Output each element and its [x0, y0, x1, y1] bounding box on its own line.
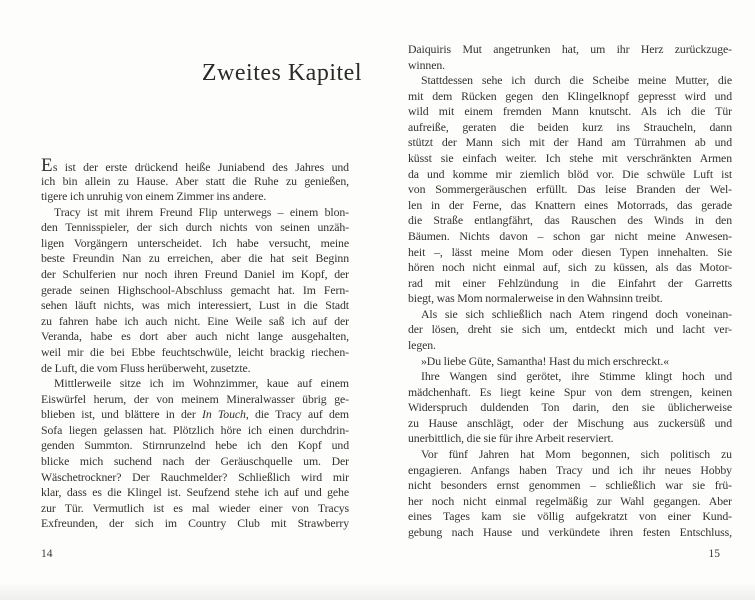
body-text-right-page	[408, 42, 732, 541]
text-line: küsst sie einfach weiter. Ich stehe mit verschränkten Armen	[408, 151, 732, 166]
text-line: Tracy ist mit ihrem Freund Flip unterwegs – einem blon-	[54, 204, 349, 219]
text-line: Stattdessen sehe ich durch die Scheibe meine Mutter, die	[421, 73, 732, 88]
text-line: len in der Ferne, das Knattern eines Motorrads, das gerade	[408, 197, 732, 212]
text-line	[41, 158, 349, 174]
text-line: engagieren. Anfangs haben Tracy und ich ihr neues Hobby	[408, 462, 732, 477]
text-line: Sofa liegen gelassen hat. Plötzlich höre ich einen durchdrin-	[41, 422, 349, 437]
text-line: her noch nicht einmal regelmäßig zur Wahl gegangen. Aber	[408, 493, 732, 508]
text-line: genden Summton. Stirnrunzelnd hebe ich den Kopf und	[41, 438, 349, 453]
text-line: Veranda, habe es dort aber auch nicht lange ausgehalten,	[41, 329, 349, 344]
text-line	[41, 407, 349, 423]
page-number-left: 14	[41, 548, 53, 560]
italic-text: In Touch	[202, 407, 246, 422]
text-line: von Sommergeräuschen erfüllt. Das leise Branden der Wel-	[408, 182, 732, 197]
text-line: Eiswürfel herum, der von meinem Mineralwasser übrig ge-	[41, 391, 349, 406]
text-line: zu fahren habe ich auch nicht. Eine Weile saß ich auf der	[41, 313, 349, 328]
text-line: legen.	[408, 337, 436, 352]
text-line: blicke mich suchend nach der Geräuschquelle um. Der	[41, 453, 349, 468]
text-line: ich bin allein zu Hause. Aber statt die Ruhe zu genießen,	[41, 173, 349, 188]
text-line: zu Hause anschlägt, oder der Mischung aus zuckersüß und	[408, 415, 732, 430]
text-segment: blieben ist, und blättere in der	[41, 407, 203, 422]
text-line: winnen.	[408, 57, 445, 72]
text-segment: s ist der erste drückend heiße Juniabend des Jahres und	[52, 160, 349, 174]
text-line: unerbittlich, die sie für ihre Arbeit reserviert.	[408, 431, 614, 446]
text-line: zur Tür. Vermutlich ist es mal wieder einer von Tracys	[41, 500, 349, 515]
text-line: Bäumen. Nichts davon – schon gar nicht meine Anwesen-	[408, 228, 732, 243]
page-number-right: 15	[708, 548, 720, 560]
text-line: ligen Vorgängern unterscheidet. Ich habe versucht, meine	[41, 235, 349, 250]
text-line: klar, dass es die Klingel ist. Seufzend stehe ich auf und gehe	[41, 485, 349, 500]
text-line: weil mir die bei Ebbe feuchtschwüle, leicht brackig riechen-	[41, 344, 349, 359]
text-line: tigere ich unruhig von einem Zimmer ins andere.	[41, 189, 267, 204]
text-line: nicht besonders ernst genommen – schließlich war sie frü-	[408, 478, 732, 493]
text-line: Mittlerweile sitze ich im Wohnzimmer, kaue auf einem	[54, 376, 349, 391]
text-line: mädchenhaft. Es liegt keine Spur von dem strengen, keinen	[408, 384, 732, 399]
text-line: gerade seinen Highschool-Abschluss gemacht hat. Im Fern-	[41, 282, 349, 297]
raised-initial-cap: E	[41, 158, 53, 174]
text-line: heit –, lässt meine Mom oder diesen Typen innehalten. Sie	[408, 244, 732, 259]
text-line: Ihre Wangen sind gerötet, ihre Stimme klingt hoch und	[421, 369, 732, 384]
text-line: Vor fünf Jahren hat Mom begonnen, sich politisch zu	[421, 447, 732, 462]
text-line: beste Freundin Nan zu erreichen, aber die hat seit Beginn	[41, 251, 349, 266]
chapter-heading: Zweites Kapitel	[201, 60, 362, 86]
text-line: de Luft, die vom Fluss herüberweht, zusetzte.	[41, 360, 251, 375]
text-line: Widerspruch duldenden Ton darin, den sie üblicherweise	[408, 400, 732, 415]
text-line: eines Tages kam sie völlig aufgekratzt von einer Kund-	[408, 509, 732, 524]
text-segment: , die Tracy auf dem	[245, 407, 349, 422]
scan-shadow	[0, 582, 755, 600]
text-line: der lösen, dreht sie sich um, entdeckt mich und lacht ver-	[408, 322, 732, 337]
text-line: wild mit einem fremden Mann knutscht. Als ich die Tür	[408, 104, 732, 119]
text-line: den Tennisspieler, der sich durch nichts von seinen unzäh-	[41, 220, 349, 235]
text-line: »Du liebe Güte, Samantha! Hast du mich erschreckt.«	[421, 353, 670, 368]
body-text-left-page	[41, 158, 349, 532]
text-line: aufreiße, geraten die beiden kurz ins Straucheln, dann	[408, 119, 732, 134]
text-line: biegt, was Mom normalerweise in den Wahnsinn treibt.	[408, 291, 663, 306]
text-line: der Schulferien nur noch ihren Freund Daniel im Kopf, der	[41, 267, 349, 282]
text-line: stützt der Mann sich mit der Hand am Türrahmen ab und	[408, 135, 732, 150]
text-line: Daiquiris Mut angetrunken hat, um ihr Herz zurückzuge-	[408, 42, 732, 56]
text-line: hören noch nicht einmal auf, sich zu küssen, als das Motor-	[408, 260, 732, 275]
text-line: Exfreunden, der sich im Country Club mit Strawberry	[41, 516, 349, 531]
text-line: die Straße entlangfährt, das Rauschen des Winds in den	[408, 213, 732, 228]
text-line: Als sie sich schließlich nach Atem ringend doch voneinan-	[421, 306, 732, 321]
text-line: rad mit einer Fehlzündung in die Einfahrt der Garretts	[408, 275, 732, 290]
text-line: gebung nach Hause und verkündete ihren festen Entschluss,	[408, 524, 732, 539]
text-line: Wäschetrockner? Der Rauchmelder? Schließlich wird mir	[41, 469, 349, 484]
text-line: da und komme mir ziemlich blöd vor. Die schwüle Luft ist	[408, 166, 732, 181]
text-line: sehen läuft nichts, was mich interessiert, Lust in die Stadt	[41, 298, 349, 313]
text-line: mit dem Rücken gegen den Klingelknopf gepresst wird und	[408, 88, 732, 103]
